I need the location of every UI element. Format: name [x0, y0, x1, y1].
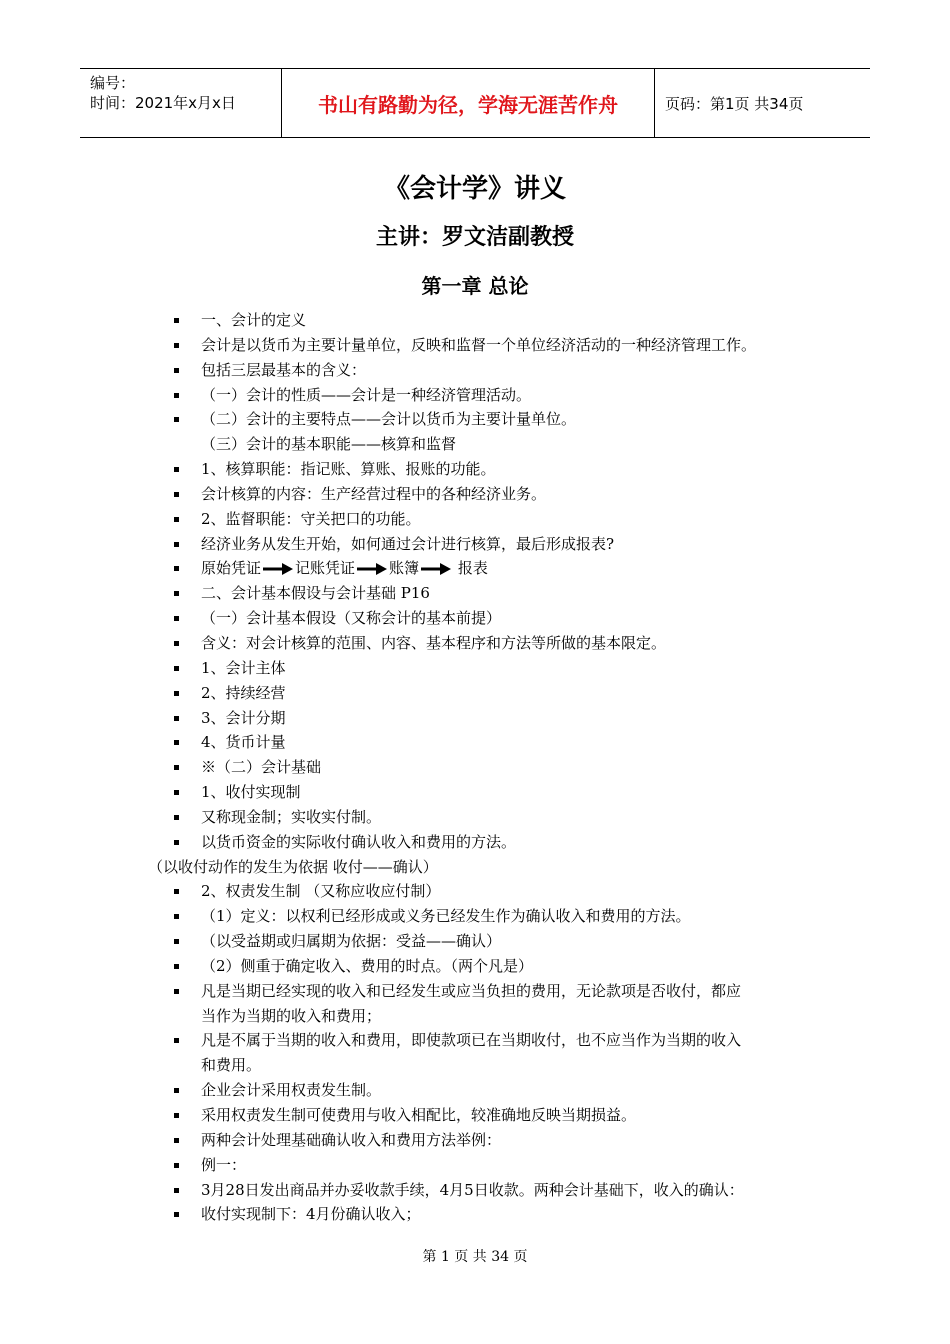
square-bullet-icon: [174, 840, 179, 845]
content-line: [0, 780, 950, 805]
square-bullet-icon: [174, 492, 179, 497]
arrow-right-icon: [421, 563, 451, 575]
square-bullet-icon: [174, 1088, 179, 1093]
content-line-text: 收付实现制下：4月份确认收入；: [201, 1205, 421, 1224]
square-bullet-icon: [174, 542, 179, 547]
content-line: [0, 830, 950, 855]
content-line-text: 凡是当期已经实现的收入和已经发生或应当负担的费用，无论款项是否收付，都应: [201, 981, 742, 1000]
motto-cell: [282, 69, 655, 137]
square-bullet-icon: [174, 1113, 179, 1118]
chapter-title: 第一章 总论: [421, 274, 529, 298]
content-line-text: 2、持续经营: [201, 683, 286, 702]
document-title: 《会计学》讲义: [383, 174, 566, 204]
content-line: [0, 1053, 950, 1078]
page-footer: 第 1 页 共 34 页: [422, 1249, 528, 1265]
content-line-text: 3、会计分期: [201, 708, 286, 727]
square-bullet-icon: [174, 889, 179, 894]
content-line-text: （三）会计的基本职能——核算和监督: [201, 435, 457, 454]
content-line-text: 含义：对会计核算的范围、内容、基本程序和方法等所做的基本限定。: [201, 633, 667, 652]
content-line: [0, 606, 950, 631]
square-bullet-icon: [174, 318, 179, 323]
content-line-text: 经济业务从发生开始，如何通过会计进行核算，最后形成报表?: [201, 534, 615, 553]
content-line-text: 两种会计处理基础确认收入和费用方法举例：: [201, 1130, 502, 1149]
content-line: [0, 308, 950, 333]
content-line: [0, 407, 950, 432]
content-line: [0, 1078, 950, 1103]
content-line: [0, 855, 950, 880]
content-line: [0, 507, 950, 532]
content-line-text: （1）定义：以权利已经形成或义务已经发生作为确认收入和费用的方法。: [201, 907, 691, 926]
square-bullet-icon: [174, 1163, 179, 1168]
content-line: [0, 1028, 950, 1053]
content-line-text: 一、会计的定义: [201, 311, 307, 329]
content-line: [0, 1103, 950, 1128]
document-flow: [201, 556, 488, 581]
square-bullet-icon: [174, 939, 179, 944]
lecture-content: [0, 308, 950, 1227]
header-table: [80, 68, 870, 138]
content-line: [0, 556, 950, 581]
content-line-text: （2）侧重于确定收入、费用的时点。（两个凡是）: [201, 956, 534, 975]
content-line: [0, 358, 950, 383]
content-line-text: 凡是不属于当期的收入和费用，即使款项已在当期收付，也不应当作为当期的收入: [201, 1031, 742, 1050]
content-line: [0, 1153, 950, 1178]
page-info-cell: [655, 69, 870, 137]
content-line-text: （以受益期或归属期为依据：受益——确认）: [201, 932, 502, 951]
square-bullet-icon: [174, 1212, 179, 1217]
square-bullet-icon: [174, 1038, 179, 1043]
arrow-right-icon: [357, 563, 387, 575]
content-line-text: 和费用。: [201, 1056, 262, 1075]
content-line: [0, 333, 950, 358]
time-label: 时间：2021年x月x日: [90, 94, 236, 112]
motto-text: 书山有路勤为径，学海无涯苦作舟: [318, 92, 618, 117]
square-bullet-icon: [174, 1138, 179, 1143]
page-info-text: 页码：第1页 共34页: [665, 94, 804, 113]
content-line: [0, 706, 950, 731]
content-line: [0, 1128, 950, 1153]
code-label: 编号：: [90, 74, 136, 92]
content-line: [0, 532, 950, 557]
content-line: [0, 904, 950, 929]
square-bullet-icon: [174, 989, 179, 994]
content-line: [0, 482, 950, 507]
content-line-text: （二）会计的主要特点——会计以货币为主要计量单位。: [201, 410, 577, 429]
content-line-text: 1、收付实现制: [201, 783, 301, 802]
content-line-text: 1、核算职能：指记账、算账、报账的功能。: [201, 460, 496, 479]
content-line-text: 当作为当期的收入和费用；: [201, 1006, 382, 1025]
content-line-text: 2、权责发生制 （又称应收应付制）: [201, 882, 441, 901]
content-line-text: 采用权责发生制可使费用与收入相配比，较准确地反映当期损益。: [201, 1106, 637, 1124]
square-bullet-icon: [174, 641, 179, 646]
content-line-text: ※（二）会计基础: [201, 758, 322, 777]
content-line-text: 例一：: [201, 1155, 247, 1174]
content-line-text: （一）会计的性质——会计是一种经济管理活动。: [201, 385, 532, 404]
content-line-text: 企业会计采用权责发生制。: [201, 1081, 382, 1100]
content-line: [0, 681, 950, 706]
content-line: [0, 1202, 950, 1227]
content-line: [0, 432, 950, 457]
content-line: [0, 730, 950, 755]
content-line-text: 又称现金制；实收实付制。: [201, 807, 382, 826]
square-bullet-icon: [174, 591, 179, 596]
content-line: [0, 656, 950, 681]
content-line-text: 会计核算的内容：生产经营过程中的各种经济业务。: [201, 484, 547, 503]
square-bullet-icon: [174, 691, 179, 696]
square-bullet-icon: [174, 666, 179, 671]
square-bullet-icon: [174, 393, 179, 398]
square-bullet-icon: [174, 716, 179, 721]
content-line-text: 包括三层最基本的含义：: [201, 360, 367, 379]
content-line: [0, 1004, 950, 1029]
square-bullet-icon: [174, 417, 179, 422]
square-bullet-icon: [174, 740, 179, 745]
square-bullet-icon: [174, 1188, 179, 1193]
square-bullet-icon: [174, 790, 179, 795]
content-line-text: 以货币资金的实际收付确认收入和费用的方法。: [201, 832, 517, 851]
flow-step: 记账凭证: [295, 559, 356, 578]
square-bullet-icon: [174, 815, 179, 820]
content-line-text: 会计是以货币为主要计量单位，反映和监督一个单位经济活动的一种经济管理工作。: [201, 335, 757, 354]
content-line-text: 二、会计基本假设与会计基础 P16: [201, 584, 430, 603]
flow-step: 原始凭证: [201, 559, 262, 578]
content-line-text: 4、货币计量: [201, 733, 286, 752]
flow-step: 账簿: [389, 559, 420, 578]
square-bullet-icon: [174, 616, 179, 621]
square-bullet-icon: [174, 467, 179, 472]
content-line: [0, 929, 950, 954]
square-bullet-icon: [174, 765, 179, 770]
arrow-right-icon: [263, 563, 293, 575]
content-line: [0, 1178, 950, 1203]
content-line: [0, 383, 950, 408]
header-meta-cell: [80, 69, 282, 137]
content-line: [0, 581, 950, 606]
square-bullet-icon: [174, 566, 179, 571]
content-line: [0, 755, 950, 780]
square-bullet-icon: [174, 517, 179, 522]
content-line-text: （以收付动作的发生为依据 收付——确认）: [148, 857, 438, 876]
flow-step: 报表: [453, 559, 488, 578]
content-line-text: 3月28日发出商品并办妥收款手续，4月5日收款。两种会计基础下，收入的确认：: [201, 1180, 744, 1199]
content-line: [0, 631, 950, 656]
content-line: [0, 879, 950, 904]
content-line-text: 2、监督职能：守关把口的功能。: [201, 509, 421, 528]
square-bullet-icon: [174, 368, 179, 373]
content-line-text: （一）会计基本假设（又称会计的基本前提）: [201, 609, 502, 628]
content-line: [0, 805, 950, 830]
content-line: [0, 979, 950, 1004]
square-bullet-icon: [174, 343, 179, 348]
square-bullet-icon: [174, 914, 179, 919]
content-line: [0, 954, 950, 979]
square-bullet-icon: [174, 964, 179, 969]
content-line-text: 1、会计主体: [201, 658, 286, 677]
content-line: [0, 457, 950, 482]
lecturer-title: 主讲：罗文洁副教授: [375, 225, 574, 250]
